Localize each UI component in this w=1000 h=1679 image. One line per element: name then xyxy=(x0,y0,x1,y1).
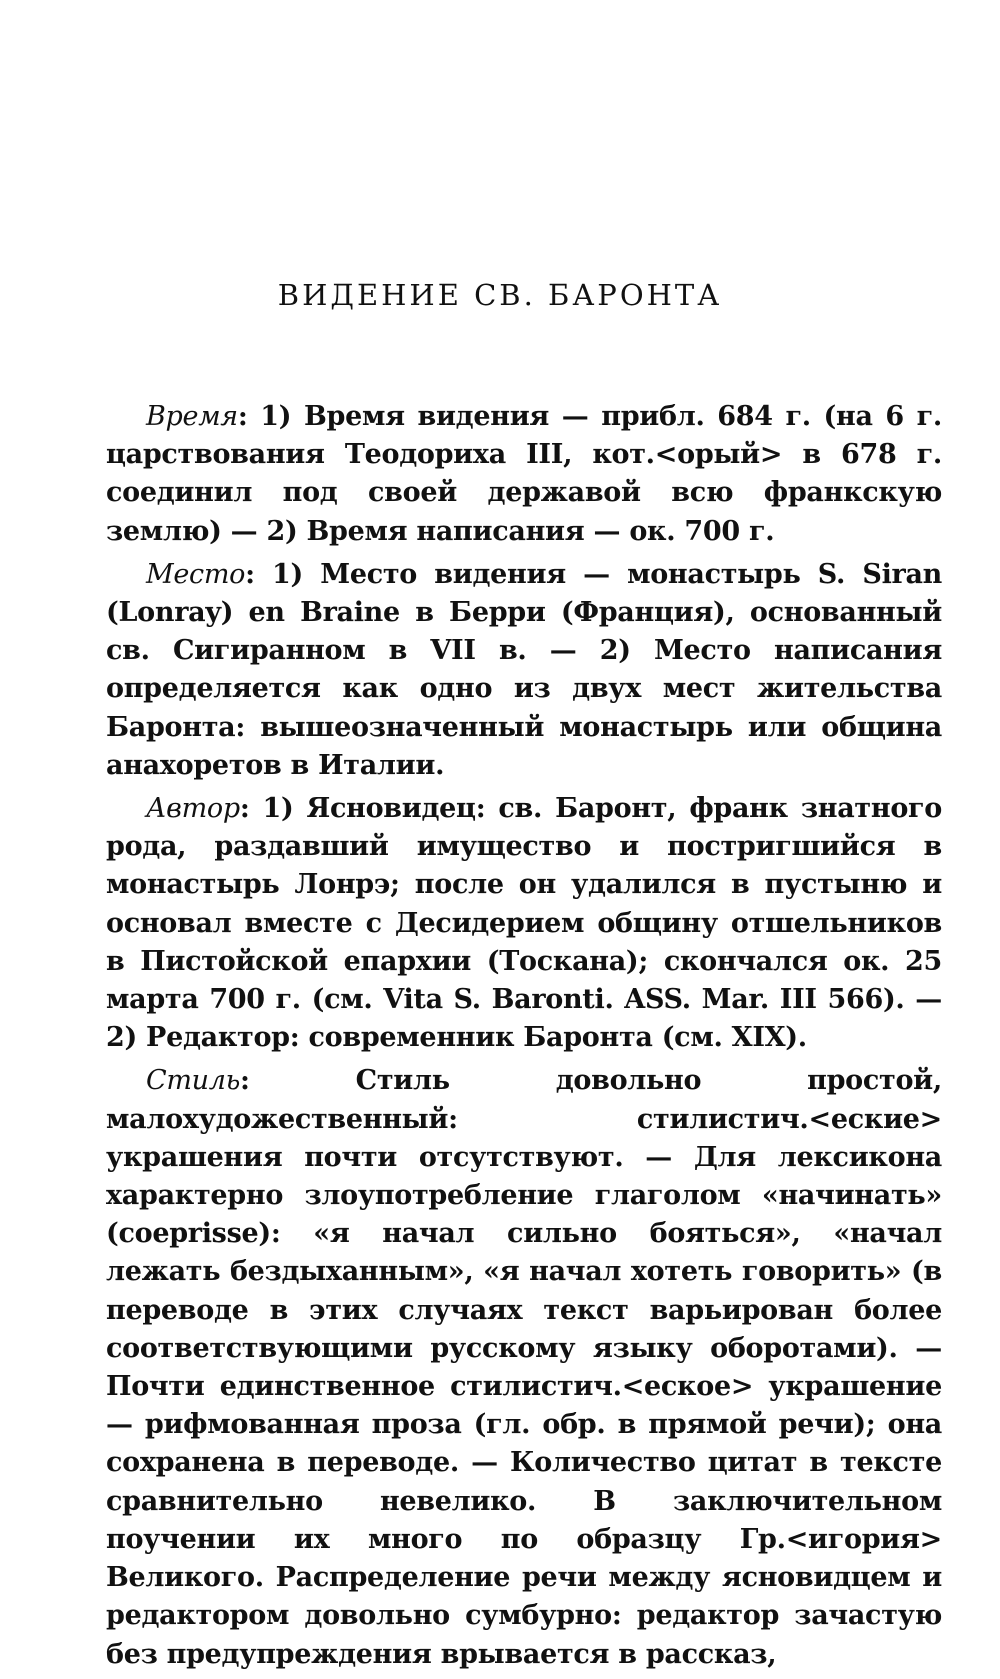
paragraph-place xyxy=(106,556,942,785)
document-body xyxy=(106,398,942,1679)
text-time: : 1) Время видения — прибл. 684 г. (на 6 г. царствования Теодориха III, кот.<орый> в 678 г. соединил под своей державой всю франкскую землю) — 2) Время написания — ок. 700 г. xyxy=(106,401,942,547)
text-author: : 1) Ясновидец: св. Баронт, франк знатного рода, раздавший имущество и постригшийся в монастырь Лонрэ; после он удалился в пустыню и основал вместе с Десидерием общину отшельников в Пистойской епархии (Тоскана); скончался ок. 25 марта 700 г. (см. Vita S. Baronti. ASS. Mar. III 566). — 2) Редактор: современник Баронта (см. XIX). xyxy=(106,793,942,1054)
label-style: Стиль xyxy=(146,1065,241,1097)
paragraph-author xyxy=(106,790,942,1057)
text-style: : Стиль довольно простой, малохудожественный: стилистич.<еские> украшения почти отсутствуют. — Для лексикона характерно злоупотребление глаголом «начинать» (coeprisse): «я начал сильно бояться», «начал лежать бездыханным», «я начал хотеть говорить» (в переводе в этих случаях текст варьирован более соответствующими русскому языку оборотами). — Почти единственное стилистич.<еское> украшение — рифмованная проза (гл. обр. в прямой речи); она сохранена в переводе. — Количество цитат в тексте сравнительно невелико. В заключительном поучении их много по образцу Гр.<игория> Великого. Распределение речи между ясновидцем и редактором довольно сумбурно: редактор зачастую без предупреждения врывается в рассказ, xyxy=(106,1065,942,1670)
paragraph-style xyxy=(106,1062,942,1673)
paragraph-time xyxy=(106,398,942,551)
label-author: Автор xyxy=(146,793,240,825)
label-time: Время xyxy=(146,401,238,432)
text-place: : 1) Место видения — монастырь S. Siran (Lonray) en Braine в Берри (Франция), основанный св. Сигиранном в VII в. — 2) Место написания определяется как одно из двух мест жительства Баронта: вышеозначенный монастырь или община анахоретов в Италии. xyxy=(106,558,942,781)
page-title: ВИДЕНИЕ СВ. БАРОНТА xyxy=(277,278,723,312)
label-place: Место xyxy=(146,558,246,590)
